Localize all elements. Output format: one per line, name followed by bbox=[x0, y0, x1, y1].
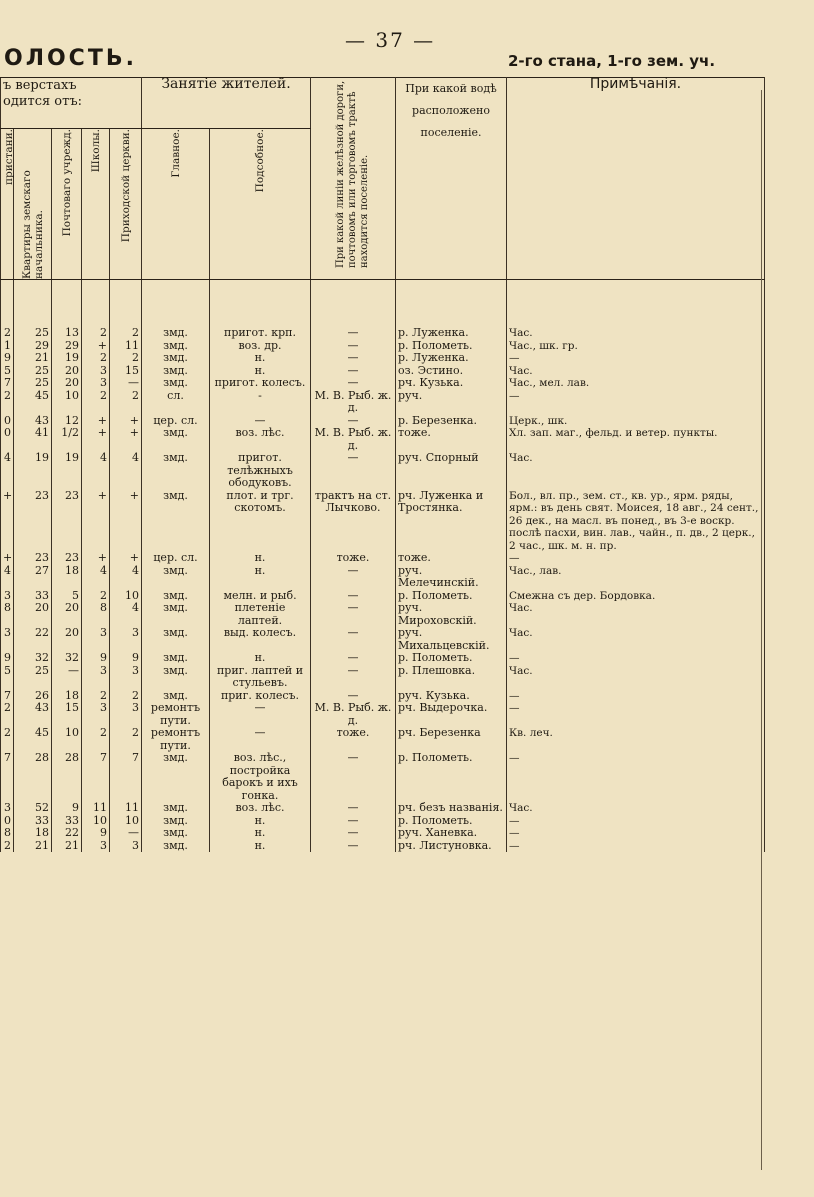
cell-school: 2 bbox=[82, 352, 110, 365]
cell-water: рч. Выдерочка. bbox=[396, 702, 507, 727]
cell-notes: Час. bbox=[507, 365, 765, 378]
table-row bbox=[1, 377, 765, 390]
cell-secondary: приг. лаптей и стульевъ. bbox=[210, 665, 311, 690]
cell-post: 19 bbox=[52, 452, 82, 490]
cell-pristan: 2 bbox=[1, 327, 14, 340]
cell-rail: — bbox=[311, 590, 396, 603]
cell-secondary: плот. и трг. скотомъ. bbox=[210, 490, 311, 553]
cell-main: змд. bbox=[142, 352, 210, 365]
cell-notes: Час. bbox=[507, 602, 765, 627]
cell-rail: — bbox=[311, 827, 396, 840]
cell-zemsky: 28 bbox=[14, 752, 52, 802]
cell-school: + bbox=[82, 415, 110, 428]
cell-post: 23 bbox=[52, 490, 82, 553]
cell-notes: — bbox=[507, 390, 765, 415]
cell-secondary: н. bbox=[210, 565, 311, 590]
cell-church: 4 bbox=[110, 565, 142, 590]
cell-water: руч. Ханевка. bbox=[396, 827, 507, 840]
cell-post: 21 bbox=[52, 840, 82, 853]
cell-rail: — bbox=[311, 840, 396, 853]
cell-zemsky: 32 bbox=[14, 652, 52, 665]
cell-main: змд. bbox=[142, 652, 210, 665]
cell-rail: — bbox=[311, 415, 396, 428]
cell-school: 9 bbox=[82, 652, 110, 665]
cell-zemsky: 33 bbox=[14, 815, 52, 828]
cell-school: 8 bbox=[82, 602, 110, 627]
cell-notes: Час. bbox=[507, 802, 765, 815]
cell-post: 10 bbox=[52, 390, 82, 415]
cell-rail: — bbox=[311, 802, 396, 815]
cell-main: змд. bbox=[142, 427, 210, 452]
cell-pristan: 7 bbox=[1, 752, 14, 802]
cell-secondary: — bbox=[210, 727, 311, 752]
table-row bbox=[1, 727, 765, 752]
cell-rail: М. В. Рыб. ж. д. bbox=[311, 702, 396, 727]
table-row bbox=[1, 590, 765, 603]
cell-post: 23 bbox=[52, 552, 82, 565]
cell-main: змд. bbox=[142, 340, 210, 353]
cell-post: 18 bbox=[52, 565, 82, 590]
cell-water: руч. Спорный bbox=[396, 452, 507, 490]
settlements-table bbox=[0, 77, 765, 852]
table-row bbox=[1, 827, 765, 840]
section-title: ОЛОСТЬ. bbox=[4, 46, 137, 71]
cell-pristan: 2 bbox=[1, 702, 14, 727]
cell-water: тоже. bbox=[396, 427, 507, 452]
cell-secondary: воз. др. bbox=[210, 340, 311, 353]
table-row bbox=[1, 365, 765, 378]
cell-school: 9 bbox=[82, 827, 110, 840]
cell-rail: — bbox=[311, 690, 396, 703]
cell-rail: тоже. bbox=[311, 552, 396, 565]
cell-rail: М. В. Рыб. ж. д. bbox=[311, 427, 396, 452]
cell-water: руч. Кузька. bbox=[396, 690, 507, 703]
water-header: При какой водѣ расположено поселеніе. bbox=[396, 78, 507, 280]
cell-main: змд. bbox=[142, 327, 210, 340]
cell-water: руч. Мелечинскій. bbox=[396, 565, 507, 590]
cell-school: 2 bbox=[82, 690, 110, 703]
cell-secondary: н. bbox=[210, 365, 311, 378]
main-occupation-header: Главное. bbox=[142, 129, 210, 280]
cell-zemsky: 45 bbox=[14, 727, 52, 752]
cell-main: змд. bbox=[142, 627, 210, 652]
page-number: — 37 — bbox=[345, 28, 436, 52]
cell-post: 18 bbox=[52, 690, 82, 703]
secondary-occupation-header: Подсобное. bbox=[210, 129, 311, 280]
table-row bbox=[1, 552, 765, 565]
cell-notes: Час., мел. лав. bbox=[507, 377, 765, 390]
cell-secondary: н. bbox=[210, 815, 311, 828]
cell-notes: Кв. леч. bbox=[507, 727, 765, 752]
cell-church: 2 bbox=[110, 690, 142, 703]
cell-school: 2 bbox=[82, 590, 110, 603]
cell-water: оз. Эстино. bbox=[396, 365, 507, 378]
cell-school: 2 bbox=[82, 390, 110, 415]
cell-main: змд. bbox=[142, 452, 210, 490]
cell-school: 2 bbox=[82, 327, 110, 340]
cell-main: змд. bbox=[142, 690, 210, 703]
cell-post: 20 bbox=[52, 365, 82, 378]
cell-main: цер. сл. bbox=[142, 415, 210, 428]
table-row bbox=[1, 340, 765, 353]
cell-church: 3 bbox=[110, 702, 142, 727]
cell-post: 5 bbox=[52, 590, 82, 603]
cell-post: 12 bbox=[52, 415, 82, 428]
cell-rail: — bbox=[311, 627, 396, 652]
cell-water: рч. Кузька. bbox=[396, 377, 507, 390]
cell-pristan: 4 bbox=[1, 565, 14, 590]
cell-rail: — bbox=[311, 565, 396, 590]
cell-pristan: 0 bbox=[1, 815, 14, 828]
cell-main: сл. bbox=[142, 390, 210, 415]
cell-secondary: пригот. телѣжныхъ ободуковъ. bbox=[210, 452, 311, 490]
cell-notes: — bbox=[507, 752, 765, 802]
cell-secondary: пригот. крп. bbox=[210, 327, 311, 340]
cell-zemsky: 21 bbox=[14, 352, 52, 365]
cell-rail: — bbox=[311, 340, 396, 353]
cell-pristan: 8 bbox=[1, 827, 14, 840]
cell-pristan: 4 bbox=[1, 452, 14, 490]
occupation-group-header: Занятіе жителей. bbox=[142, 78, 311, 129]
table-row bbox=[1, 752, 765, 802]
cell-post: 1/2 bbox=[52, 427, 82, 452]
cell-pristan: 2 bbox=[1, 390, 14, 415]
cell-main: змд. bbox=[142, 590, 210, 603]
cell-zemsky: 43 bbox=[14, 702, 52, 727]
cell-church: + bbox=[110, 427, 142, 452]
cell-water: р. Полометь. bbox=[396, 815, 507, 828]
cell-post: 20 bbox=[52, 377, 82, 390]
cell-school: + bbox=[82, 427, 110, 452]
cell-secondary: н. bbox=[210, 827, 311, 840]
cell-zemsky: 22 bbox=[14, 627, 52, 652]
cell-pristan: 5 bbox=[1, 665, 14, 690]
cell-notes: Смежна съ дер. Бордовка. bbox=[507, 590, 765, 603]
cell-school: 4 bbox=[82, 452, 110, 490]
cell-post: 13 bbox=[52, 327, 82, 340]
cell-pristan: 9 bbox=[1, 352, 14, 365]
table-row bbox=[1, 665, 765, 690]
cell-water: рч. Луженка и Тростянка. bbox=[396, 490, 507, 553]
cell-pristan: + bbox=[1, 490, 14, 553]
cell-notes: Бол., вл. пр., зем. ст., кв. ур., ярм. ряды, ярм.: въ день свят. Моисея, 18 авг., 24 сент., 26 дек., на масл. въ понед., въ 3-е воскр. послѣ пасхи, вин. лав., чайн., п. дв., 2 церк., 2 час., шк. м. н. пр. bbox=[507, 490, 765, 553]
cell-post: 20 bbox=[52, 602, 82, 627]
table-row bbox=[1, 490, 765, 553]
cell-zemsky: 25 bbox=[14, 365, 52, 378]
cell-notes: Час., лав. bbox=[507, 565, 765, 590]
cell-secondary: воз. лѣс., постройка барокъ и ихъ гонка. bbox=[210, 752, 311, 802]
church-header: Приходской церкви. bbox=[110, 129, 142, 280]
cell-notes: Час., шк. гр. bbox=[507, 340, 765, 353]
cell-post: 22 bbox=[52, 827, 82, 840]
cell-post: — bbox=[52, 665, 82, 690]
cell-rail: — bbox=[311, 652, 396, 665]
notes-header: Примѣчанія. bbox=[507, 78, 765, 280]
zemsky-header: Квартиры земскаго начальника. bbox=[14, 129, 52, 280]
table-row bbox=[1, 840, 765, 853]
cell-zemsky: 25 bbox=[14, 327, 52, 340]
cell-school: + bbox=[82, 490, 110, 553]
table-row bbox=[1, 702, 765, 727]
cell-church: 10 bbox=[110, 815, 142, 828]
cell-post: 29 bbox=[52, 340, 82, 353]
cell-church: 7 bbox=[110, 752, 142, 802]
cell-main: змд. bbox=[142, 665, 210, 690]
cell-school: + bbox=[82, 552, 110, 565]
cell-zemsky: 25 bbox=[14, 377, 52, 390]
cell-notes: — bbox=[507, 702, 765, 727]
cell-water: р. Луженка. bbox=[396, 327, 507, 340]
table-row bbox=[1, 602, 765, 627]
cell-pristan: 8 bbox=[1, 602, 14, 627]
cell-zemsky: 43 bbox=[14, 415, 52, 428]
cell-notes: — bbox=[507, 352, 765, 365]
cell-main: цер. сл. bbox=[142, 552, 210, 565]
cell-pristan: 7 bbox=[1, 377, 14, 390]
cell-school: 4 bbox=[82, 565, 110, 590]
table-row bbox=[1, 565, 765, 590]
cell-rail: тоже. bbox=[311, 727, 396, 752]
cell-notes: — bbox=[507, 840, 765, 853]
cell-church: + bbox=[110, 415, 142, 428]
post-header: Почтоваго учрежд. bbox=[52, 129, 82, 280]
cell-main: змд. bbox=[142, 602, 210, 627]
table-row bbox=[1, 390, 765, 415]
cell-school: 7 bbox=[82, 752, 110, 802]
cell-school: + bbox=[82, 340, 110, 353]
cell-church: 15 bbox=[110, 365, 142, 378]
cell-church: 2 bbox=[110, 352, 142, 365]
cell-church: — bbox=[110, 827, 142, 840]
cell-notes: Час. bbox=[507, 452, 765, 490]
cell-school: 10 bbox=[82, 815, 110, 828]
cell-secondary: — bbox=[210, 415, 311, 428]
cell-rail: — bbox=[311, 815, 396, 828]
cell-school: 3 bbox=[82, 840, 110, 853]
cell-school: 3 bbox=[82, 627, 110, 652]
cell-water: рч. Березенка bbox=[396, 727, 507, 752]
cell-secondary: плетеніе лаптей. bbox=[210, 602, 311, 627]
cell-pristan: 2 bbox=[1, 727, 14, 752]
school-header: Школы. bbox=[82, 129, 110, 280]
cell-water: р. Полометь. bbox=[396, 752, 507, 802]
cell-water: рч. Листуновка. bbox=[396, 840, 507, 853]
cell-zemsky: 26 bbox=[14, 690, 52, 703]
cell-secondary: н. bbox=[210, 552, 311, 565]
cell-church: — bbox=[110, 377, 142, 390]
cell-water: р. Березенка. bbox=[396, 415, 507, 428]
cell-zemsky: 20 bbox=[14, 602, 52, 627]
cell-rail: — bbox=[311, 665, 396, 690]
cell-zemsky: 21 bbox=[14, 840, 52, 853]
cell-church: 3 bbox=[110, 627, 142, 652]
cell-zemsky: 27 bbox=[14, 565, 52, 590]
cell-post: 20 bbox=[52, 627, 82, 652]
cell-zemsky: 23 bbox=[14, 490, 52, 553]
cell-pristan: + bbox=[1, 552, 14, 565]
cell-school: 3 bbox=[82, 365, 110, 378]
cell-pristan: 9 bbox=[1, 652, 14, 665]
cell-rail: трактъ на ст. Лычково. bbox=[311, 490, 396, 553]
cell-rail: — bbox=[311, 352, 396, 365]
cell-post: 10 bbox=[52, 727, 82, 752]
cell-zemsky: 19 bbox=[14, 452, 52, 490]
cell-church: 4 bbox=[110, 602, 142, 627]
cell-pristan: 3 bbox=[1, 590, 14, 603]
cell-church: 3 bbox=[110, 840, 142, 853]
rail-header bbox=[311, 78, 396, 280]
cell-church: + bbox=[110, 552, 142, 565]
cell-pristan: 2 bbox=[1, 840, 14, 853]
page-edge-line bbox=[761, 90, 763, 1170]
cell-zemsky: 33 bbox=[14, 590, 52, 603]
distance-group-header: ъ верстахъ одится отъ: bbox=[1, 78, 142, 129]
cell-church: + bbox=[110, 490, 142, 553]
cell-pristan: 0 bbox=[1, 415, 14, 428]
cell-pristan: 3 bbox=[1, 627, 14, 652]
cell-church: 9 bbox=[110, 652, 142, 665]
cell-main: змд. bbox=[142, 565, 210, 590]
cell-main: змд. bbox=[142, 815, 210, 828]
cell-rail: — bbox=[311, 377, 396, 390]
cell-secondary: воз. лѣс. bbox=[210, 427, 311, 452]
cell-secondary: пригот. колесъ. bbox=[210, 377, 311, 390]
cell-notes: — bbox=[507, 827, 765, 840]
cell-school: 3 bbox=[82, 702, 110, 727]
table-row bbox=[1, 452, 765, 490]
table-row bbox=[1, 652, 765, 665]
cell-school: 3 bbox=[82, 377, 110, 390]
cell-water: р. Полометь. bbox=[396, 590, 507, 603]
cell-rail: М. В. Рыб. ж. д. bbox=[311, 390, 396, 415]
cell-pristan: 5 bbox=[1, 365, 14, 378]
cell-school: 2 bbox=[82, 727, 110, 752]
cell-church: 11 bbox=[110, 802, 142, 815]
cell-post: 28 bbox=[52, 752, 82, 802]
rail-header-text: При какой линіи желѣзной дороги, почтовомъ или торговомъ трактѣ находится поселеніе. bbox=[335, 80, 371, 268]
cell-school: 3 bbox=[82, 665, 110, 690]
cell-secondary: н. bbox=[210, 352, 311, 365]
cell-notes: — bbox=[507, 552, 765, 565]
cell-zemsky: 45 bbox=[14, 390, 52, 415]
cell-secondary: — bbox=[210, 702, 311, 727]
cell-post: 33 bbox=[52, 815, 82, 828]
cell-church: 4 bbox=[110, 452, 142, 490]
cell-water: руч. Мироховскій. bbox=[396, 602, 507, 627]
cell-notes: — bbox=[507, 652, 765, 665]
cell-main: змд. bbox=[142, 802, 210, 815]
cell-zemsky: 23 bbox=[14, 552, 52, 565]
cell-notes: Час. bbox=[507, 327, 765, 340]
cell-secondary: н. bbox=[210, 840, 311, 853]
cell-pristan: 7 bbox=[1, 690, 14, 703]
cell-water: тоже. bbox=[396, 552, 507, 565]
cell-main: ремонтъ пути. bbox=[142, 727, 210, 752]
cell-pristan: 3 bbox=[1, 802, 14, 815]
cell-church: 3 bbox=[110, 665, 142, 690]
cell-pristan: 0 bbox=[1, 427, 14, 452]
district-label: 2-го стана, 1-го зем. уч. bbox=[508, 52, 716, 70]
cell-post: 19 bbox=[52, 352, 82, 365]
cell-rail: — bbox=[311, 452, 396, 490]
cell-water: руч. Михальцевскій. bbox=[396, 627, 507, 652]
cell-main: змд. bbox=[142, 752, 210, 802]
cell-notes: — bbox=[507, 690, 765, 703]
table-row bbox=[1, 815, 765, 828]
cell-pristan: 1 bbox=[1, 340, 14, 353]
cell-church: 2 bbox=[110, 327, 142, 340]
table-row bbox=[1, 327, 765, 340]
table-row bbox=[1, 802, 765, 815]
cell-notes: Час. bbox=[507, 627, 765, 652]
cell-secondary: выд. колесъ. bbox=[210, 627, 311, 652]
cell-zemsky: 25 bbox=[14, 665, 52, 690]
cell-rail: — bbox=[311, 327, 396, 340]
cell-secondary: - bbox=[210, 390, 311, 415]
cell-zemsky: 52 bbox=[14, 802, 52, 815]
cell-rail: — bbox=[311, 602, 396, 627]
cell-zemsky: 41 bbox=[14, 427, 52, 452]
cell-main: змд. bbox=[142, 827, 210, 840]
cell-water: р. Плешовка. bbox=[396, 665, 507, 690]
table-row bbox=[1, 427, 765, 452]
cell-main: змд. bbox=[142, 377, 210, 390]
table-row bbox=[1, 627, 765, 652]
cell-post: 9 bbox=[52, 802, 82, 815]
cell-water: р. Полометь. bbox=[396, 652, 507, 665]
table-row bbox=[1, 352, 765, 365]
cell-main: змд. bbox=[142, 840, 210, 853]
cell-rail: — bbox=[311, 365, 396, 378]
cell-post: 15 bbox=[52, 702, 82, 727]
cell-water: рч. безъ названія. bbox=[396, 802, 507, 815]
cell-post: 32 bbox=[52, 652, 82, 665]
cell-church: 10 bbox=[110, 590, 142, 603]
cell-church: 2 bbox=[110, 727, 142, 752]
cell-water: р. Полометь. bbox=[396, 340, 507, 353]
cell-main: змд. bbox=[142, 490, 210, 553]
cell-main: змд. bbox=[142, 365, 210, 378]
cell-zemsky: 29 bbox=[14, 340, 52, 353]
cell-notes: Час. bbox=[507, 665, 765, 690]
cell-notes: Церк., шк. bbox=[507, 415, 765, 428]
cell-notes: Хл. зап. маг., фельд. и ветер. пункты. bbox=[507, 427, 765, 452]
cell-water: руч. bbox=[396, 390, 507, 415]
cell-rail: — bbox=[311, 752, 396, 802]
cell-water: р. Луженка. bbox=[396, 352, 507, 365]
cell-secondary: н. bbox=[210, 652, 311, 665]
cell-zemsky: 18 bbox=[14, 827, 52, 840]
pristan-header: пристани. bbox=[1, 129, 14, 280]
cell-church: 2 bbox=[110, 390, 142, 415]
cell-secondary: воз. лѣс. bbox=[210, 802, 311, 815]
cell-school: 11 bbox=[82, 802, 110, 815]
cell-secondary: приг. колесъ. bbox=[210, 690, 311, 703]
cell-church: 11 bbox=[110, 340, 142, 353]
cell-notes: — bbox=[507, 815, 765, 828]
cell-main: ремонтъ пути. bbox=[142, 702, 210, 727]
cell-secondary: мелн. и рыб. bbox=[210, 590, 311, 603]
